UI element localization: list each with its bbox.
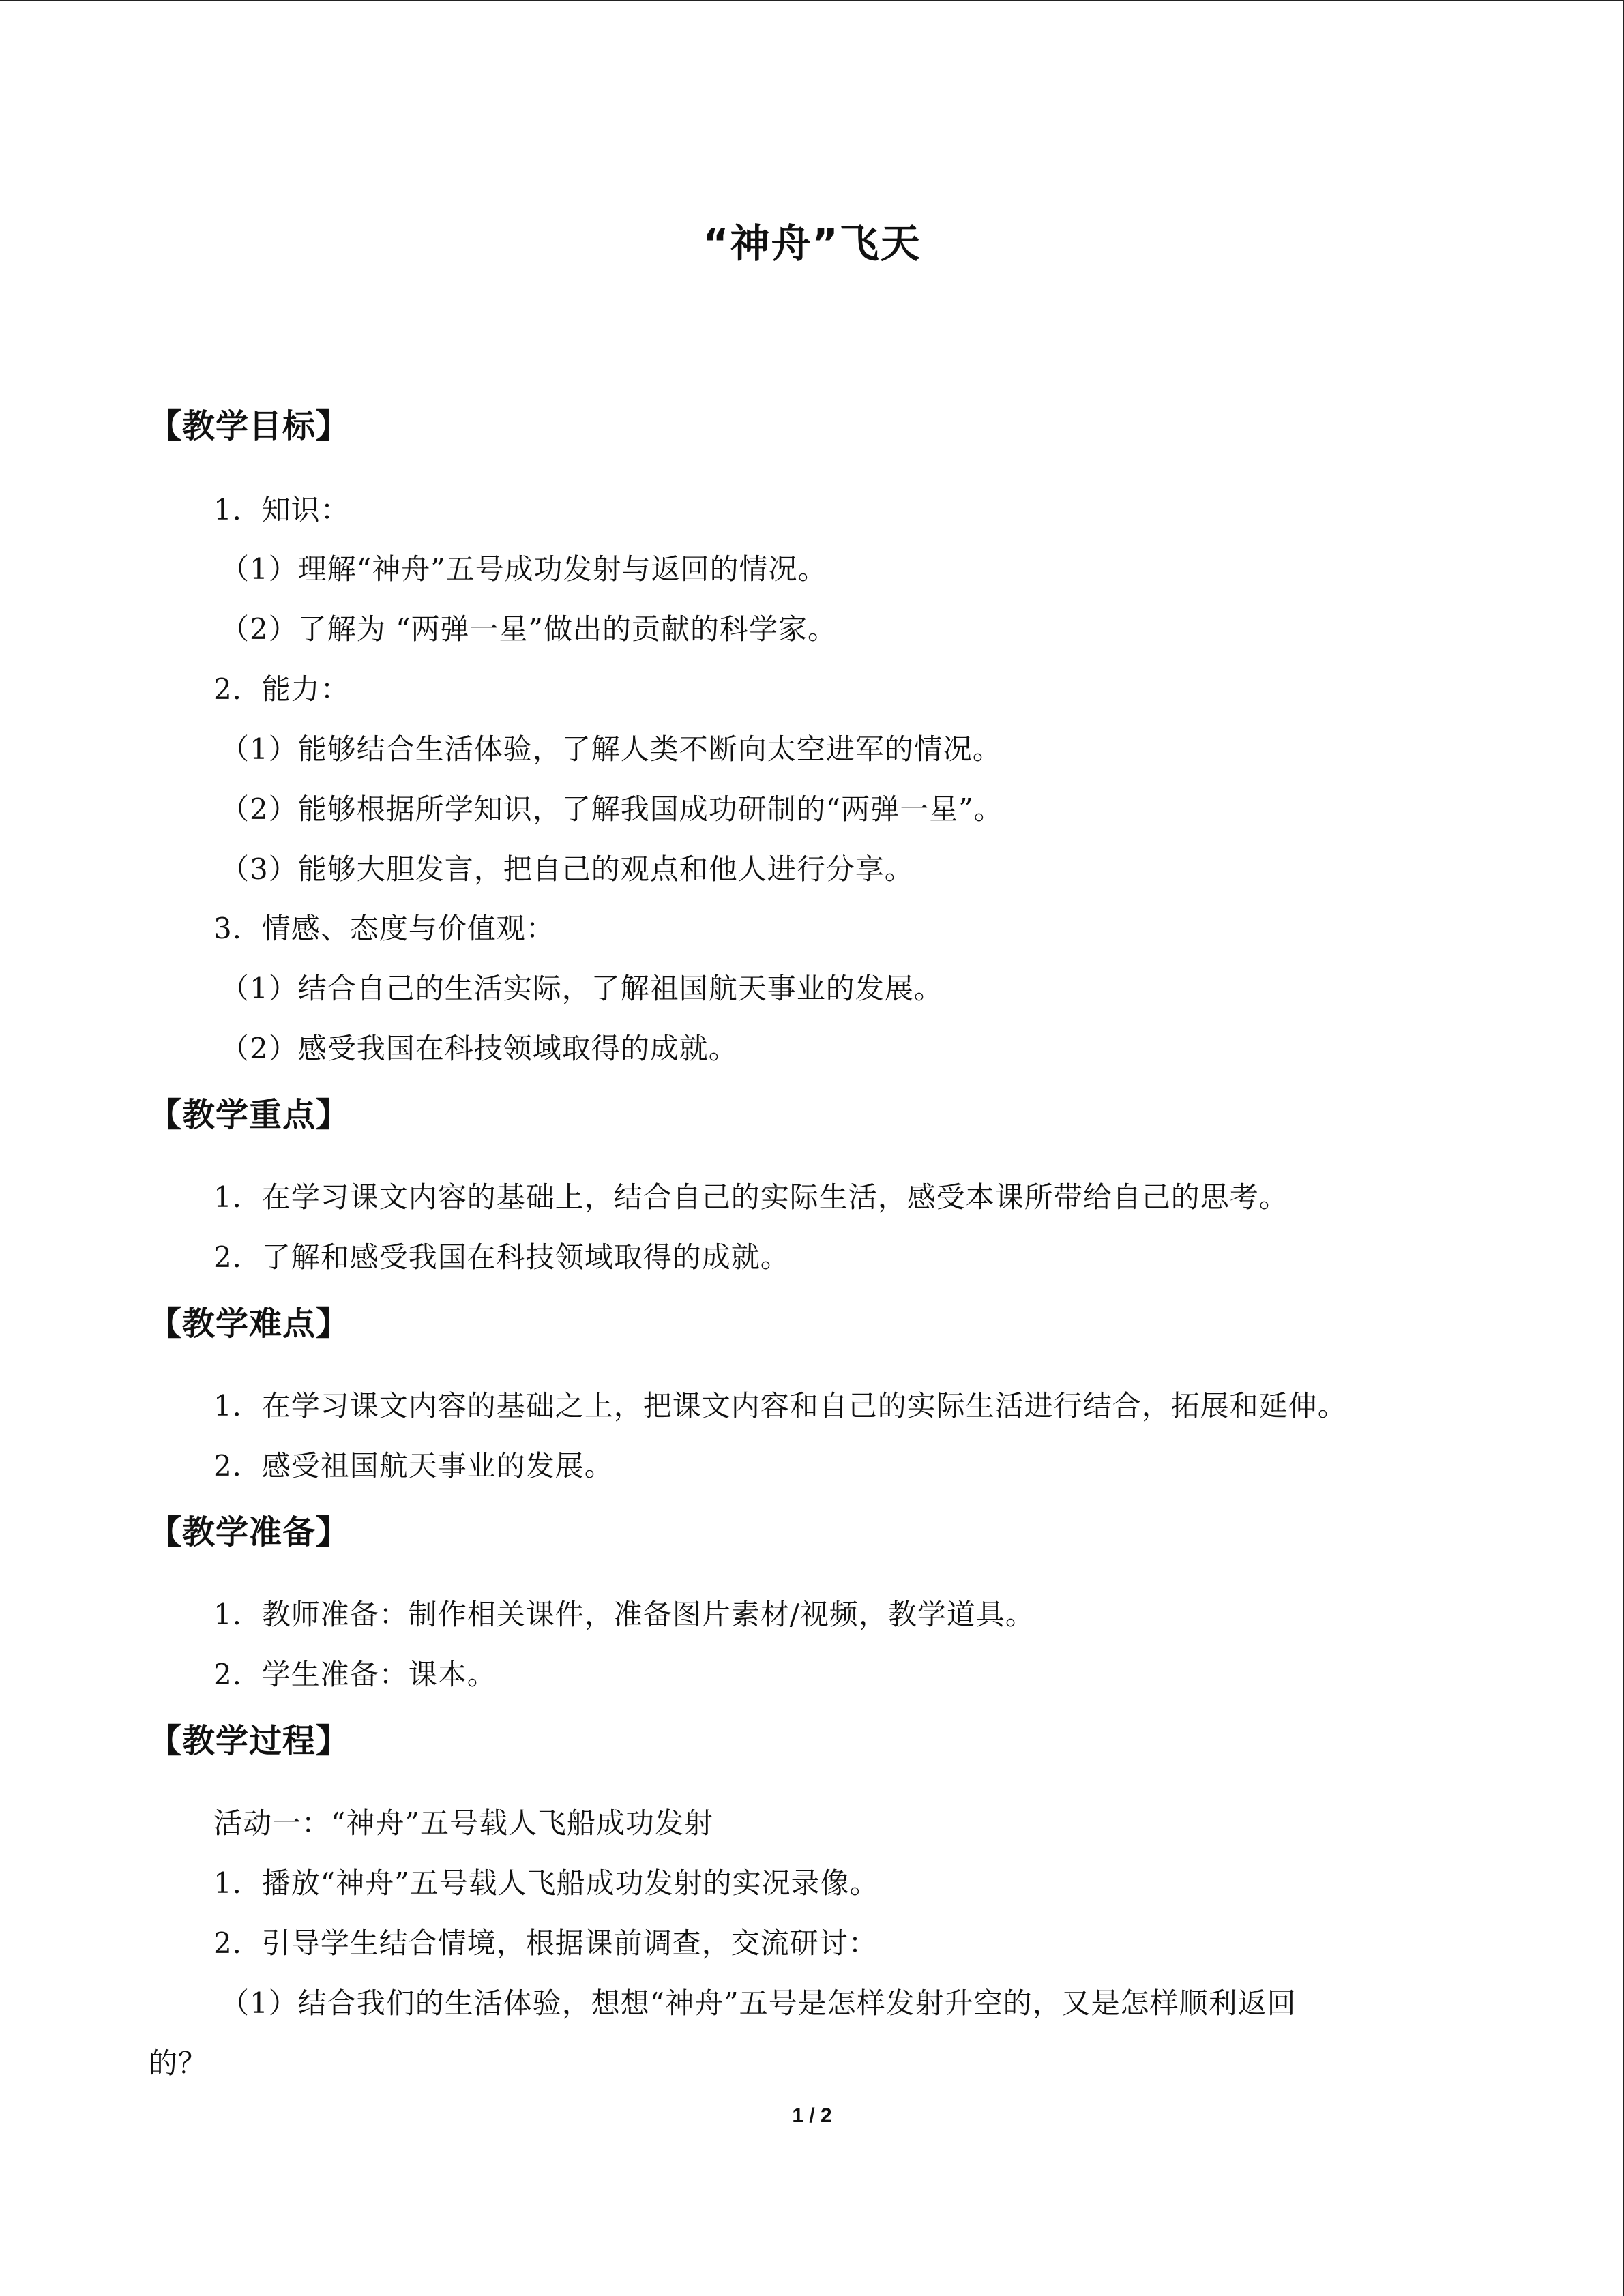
page-title: “神舟”飞天: [703, 220, 921, 267]
goals-line: （1）能够结合生活体验，了解人类不断向太空进军的情况。: [220, 732, 1002, 766]
key-points-line: 1．在学习课文内容的基础上，结合自己的实际生活，感受本课所带给自己的思考。: [213, 1180, 1288, 1214]
goals-line: （1）结合自己的生活实际，了解祖国航天事业的发展。: [220, 972, 943, 1005]
section-heading-difficulties: 【教学难点】: [149, 1304, 350, 1343]
section-heading-preparation: 【教学准备】: [149, 1513, 350, 1551]
preparation-line: 1．教师准备：制作相关课件，准备图片素材/视频，教学道具。: [213, 1598, 1035, 1631]
section-heading-key-points: 【教学重点】: [149, 1096, 350, 1134]
process-line: 的？: [149, 2046, 208, 2080]
difficulties-line: 1．在学习课文内容的基础之上，把课文内容和自己的实际生活进行结合，拓展和延伸。: [213, 1389, 1347, 1422]
key-points-line: 2．了解和感受我国在科技领域取得的成就。: [213, 1240, 790, 1274]
goals-line: （1）理解“神舟”五号成功发射与返回的情况。: [220, 552, 827, 586]
goals-line: 1．知识：: [213, 493, 350, 526]
section-heading-goals: 【教学目标】: [149, 407, 350, 445]
process-line: 2．引导学生结合情境，根据课前调查，交流研讨：: [213, 1926, 878, 1960]
goals-line: 3．情感、态度与价值观：: [213, 912, 555, 945]
difficulties-line: 2．感受祖国航天事业的发展。: [213, 1449, 614, 1482]
process-line: （1）结合我们的生活体验，想想“神舟”五号是怎样发射升空的，又是怎样顺利返回: [220, 1986, 1297, 2020]
preparation-line: 2．学生准备：课本。: [213, 1658, 497, 1691]
process-line: 活动一：“神舟”五号载人飞船成功发射: [213, 1806, 713, 1840]
section-heading-process: 【教学过程】: [149, 1722, 350, 1760]
goals-line: 2．能力：: [213, 672, 350, 706]
goals-line: （2）了解为 “两弹一星”做出的贡献的科学家。: [220, 612, 838, 646]
page-number: 1 / 2: [792, 2104, 832, 2127]
process-line: 1．播放“神舟”五号载人飞船成功发射的实况录像。: [213, 1866, 879, 1900]
goals-line: （3）能够大胆发言，把自己的观点和他人进行分享。: [220, 852, 914, 886]
goals-line: （2）感受我国在科技领域取得的成就。: [220, 1032, 738, 1065]
goals-line: （2）能够根据所学知识，了解我国成功研制的“两弹一星”。: [220, 792, 1003, 826]
